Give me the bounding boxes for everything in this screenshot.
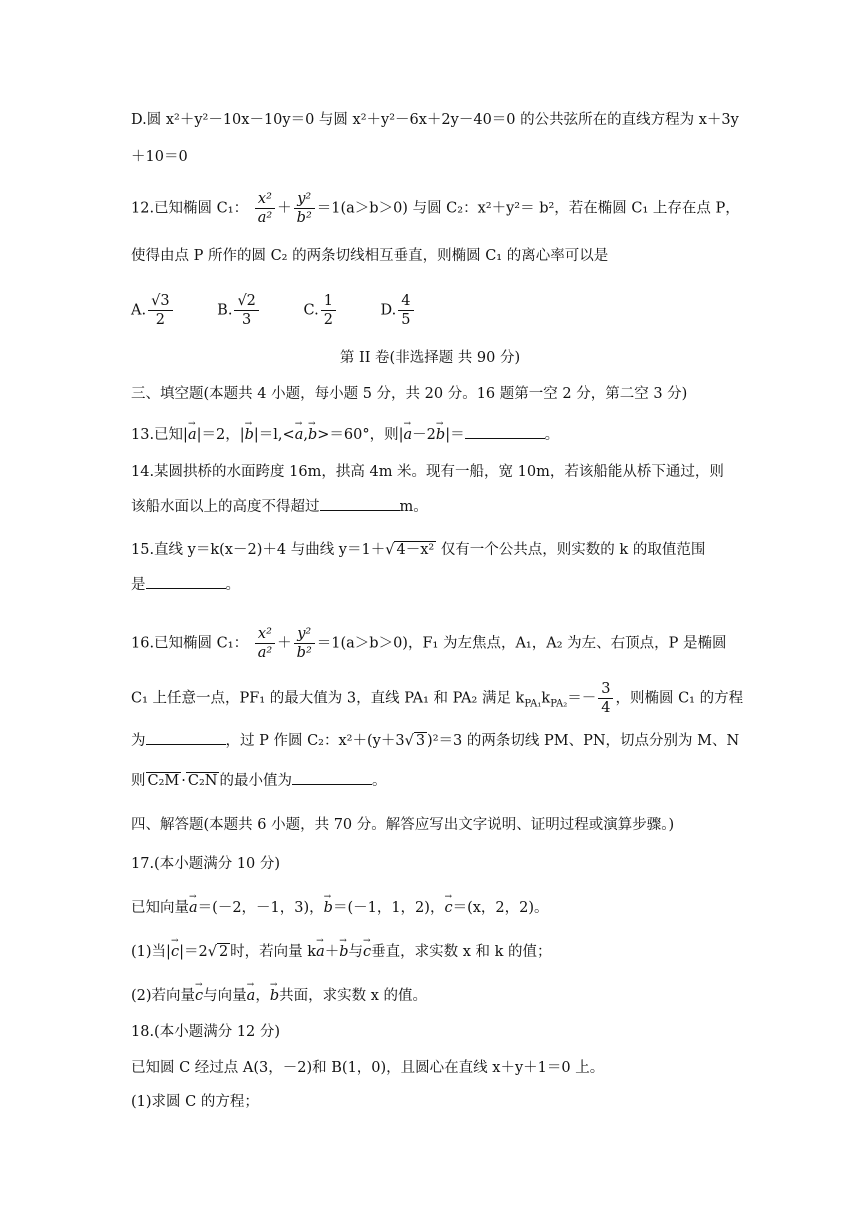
q17-sub1: (1)当|→ c|＝2√ 2 时，若向量 k→ a＋→ b与→ c垂直，求实数 x 和 k 的值； [131,942,552,962]
q11-option-d-line2: ＋10＝0 [131,149,188,165]
q16-line4: 则 C₂M · C₂N 的最小值为 。 [131,770,386,791]
q12-frac-y: $\frac{\text{y²}}{\text{b²}}$ [294,190,315,227]
q12-frac-x: $\frac{\text{x²}}{\text{a²}}$ [255,190,275,227]
q13-answer-blank [465,424,545,439]
q12-suffix: 与圆 C₂：x²＋y²＝ b²，若在椭圆 C₁ 上存在点 P， [412,200,740,217]
q17-line1: 已知向量→ a＝(－2，－1，3)，→ b＝(－1，1，2)，→ c＝(x，2，2)。 [131,898,549,918]
q16-frac-y: $\frac{\text{y²}}{\text{b²}}$ [294,625,315,662]
q11-option-d-line1: D.圆 x²＋y²－10x－10y＝0 与圆 x²＋y²－6x＋2y－40＝0 的公共弦所在的直线方程为 x＋3y [131,112,739,128]
q12-line1: 12.已知椭圆 C₁： $\frac{\text{x²}}{\text{a²}}$ ＋ $\frac{\text{y²}}{\text{b²}}$ ＝1(a＞b＞0) 与圆 C₂：x²＋y²＝ b²，若在椭圆 C₁ 上存在点 P， [131,191,740,226]
q12-choices [131,292,454,329]
q16-answer-blank-2 [292,770,372,785]
q15-sqrt: 4－x² [396,542,435,558]
q14-answer-blank [320,496,400,511]
q12-choice-b: B. $\frac{√2}{3}$ [217,292,261,329]
q18-header: 18.(本小题满分 12 分) [131,1024,281,1040]
q16-answer-blank-1 [146,730,226,745]
q16-line1: 16.已知椭圆 C₁： $\frac{\text{x²}}{\text{a²}}$ ＋ $\frac{\text{y²}}{\text{b²}}$ ＝1(a＞b＞0)，F₁ 为左焦点，A₁，A₂ 为左、右顶点，P 是椭圆 [131,626,727,661]
q14-line1: 14.某圆拱桥的水面跨度 16m，拱高 4m 米。现有一船，宽 10m，若该船能从桥下通过，则 [131,464,724,480]
section3-title: 三、填空题(本题共 4 小题，每小题 5 分，共 20 分。16 题第一空 2 分，第二空 3 分) [131,386,688,402]
q18-line1: 已知圆 C 经过点 A(3，－2)和 B(1，0)，且圆心在直线 x＋y＋1＝0 上。 [131,1060,605,1076]
q17-sub2: (2)若向量→ c与向量→ a，→ b共面，求实数 x 的值。 [131,986,427,1006]
section4-title: 四、解答题(本题共 6 小题，共 70 分。解答应写出文字说明、证明过程或演算步骤。) [131,817,675,833]
q16-line3: 为 ，过 P 作圆 C₂：x²＋(y＋3√ 3 )²＝3 的两条切线 PM、PN，切点分别为 M、N [131,730,739,751]
q13-line: 13.已知|→ a|＝2，|→ b|＝l,<→ a,→ b>＝60°，则|→ a－2→ b|＝ 。 [131,424,559,445]
q12-line2: 使得由点 P 所作的圆 C₂ 的两条切线相互垂直，则椭圆 C₁ 的离心率可以是 [131,248,609,264]
q17-header: 17.(本小题满分 10 分) [131,856,281,872]
q18-sub1: (1)求圆 C 的方程； [131,1094,259,1110]
q15-line1: 15.直线 y＝k(x－2)＋4 与曲线 y＝1＋√ 4－x² 仅有一个公共点，则实数的 k 的取值范围 [131,542,706,558]
part2-title: 第 II 卷(非选择题 共 90 分) [339,350,521,366]
q15-answer-blank [146,574,226,589]
q15-line2: 是 。 [131,574,240,595]
q12-prefix: 12.已知椭圆 C₁： [131,200,249,217]
q16-line2: C₁ 上任意一点，PF₁ 的最大值为 3，直线 PA₁ 和 PA₂ 满足 $k_{PA_1}k_{PA_2}=-$ $\frac{3}{4}$ ，则椭圆 C₁ 的方程 [131,681,744,716]
q12-choice-a: A. $\frac{√3}{2}$ [131,292,175,329]
q12-ellipse-rest: ＝1(a＞b＞0) [316,200,408,217]
q14-line2: 该船水面以上的高度不得超过 m。 [131,496,428,517]
q12-choice-d: D. $\frac{4}{5}$ [381,292,416,329]
q12-choice-c: C. $\frac{1}{2}$ [304,292,338,329]
q16-frac-x: $\frac{\text{x²}}{\text{a²}}$ [255,625,275,662]
